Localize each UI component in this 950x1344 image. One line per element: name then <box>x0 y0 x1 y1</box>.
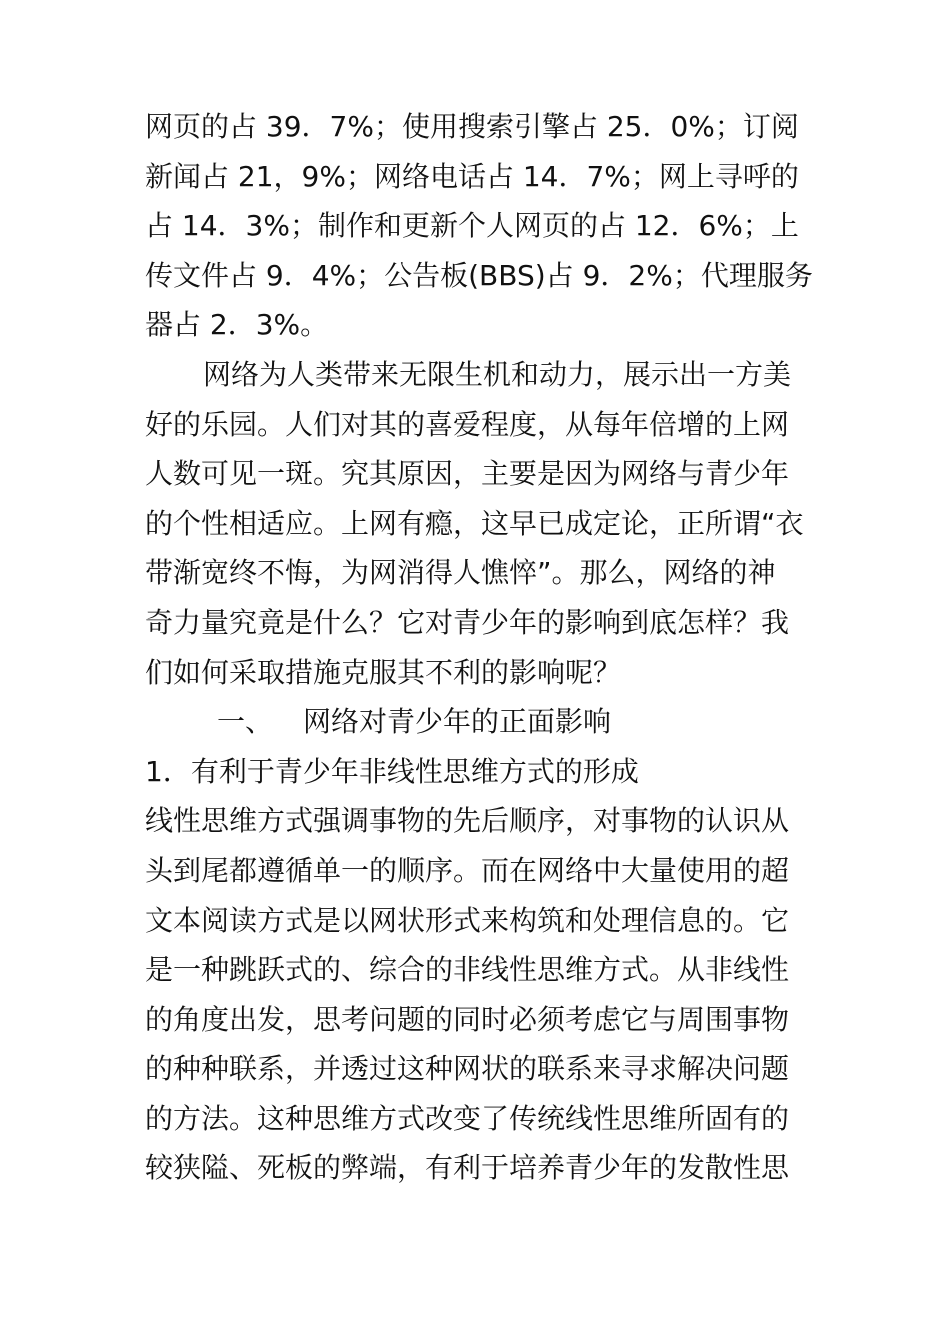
text-line: 传文件占 9．4%；公告板(BBS)占 9．2%；代理服务 <box>145 258 813 292</box>
text-line: 的个性相适应。上网有瘾，这早已成定论，正所谓“衣 <box>145 506 804 540</box>
text-line: 们如何采取措施克服其不利的影响呢？ <box>145 655 622 689</box>
text-line: 文本阅读方式是以网状形式来构筑和处理信息的。它 <box>145 903 790 937</box>
text-line: 的种种联系，并透过这种网状的联系来寻求解决问题 <box>145 1052 790 1086</box>
body-text <box>145 102 813 1193</box>
section-heading <box>145 697 810 747</box>
text-line: 器占 2．3%。 <box>145 308 329 342</box>
text-line: 线性思维方式强调事物的先后顺序，对事物的认识从 <box>145 804 790 838</box>
text-line: 的方法。这种思维方式改变了传统线性思维所固有的 <box>145 1101 790 1135</box>
text-line: 的角度出发，思考问题的同时必须考虑它与周围事物 <box>145 1002 790 1036</box>
paragraph-first-line: 网络为人类带来无限生机和动力，展示出一方美 <box>203 357 792 391</box>
text-line: 占 14．3%；制作和更新个人网页的占 12．6%；上 <box>145 209 799 243</box>
text-line: 新闻占 21，9%；网络电话占 14．7%；网上寻呼的 <box>145 159 799 193</box>
text-line: 带渐宽终不悔，为网消得人憔悴”。那么，网络的神 <box>145 556 776 590</box>
text-line: 头到尾都遵循单一的顺序。而在网络中大量使用的超 <box>145 853 790 887</box>
text-line: 奇力量究竟是什么？它对青少年的影响到底怎样？我 <box>145 605 790 639</box>
section-title: 网络对青少年的正面影响 <box>303 705 612 739</box>
text-line: 人数可见一斑。究其原因，主要是因为网络与青少年 <box>145 457 790 491</box>
text-line: 较狭隘、死板的弊端，有利于培养青少年的发散性思 <box>145 1151 790 1185</box>
section-number: 一、 <box>217 705 274 739</box>
text-line: 好的乐园。人们对其的喜爱程度，从每年倍增的上网 <box>145 407 790 441</box>
subsection-heading: 1．有利于青少年非线性思维方式的形成 <box>145 754 639 788</box>
text-line: 是一种跳跃式的、综合的非线性思维方式。从非线性 <box>145 953 790 987</box>
text-line: 网页的占 39．7%；使用搜索引擎占 25．0%；订阅 <box>145 110 799 143</box>
